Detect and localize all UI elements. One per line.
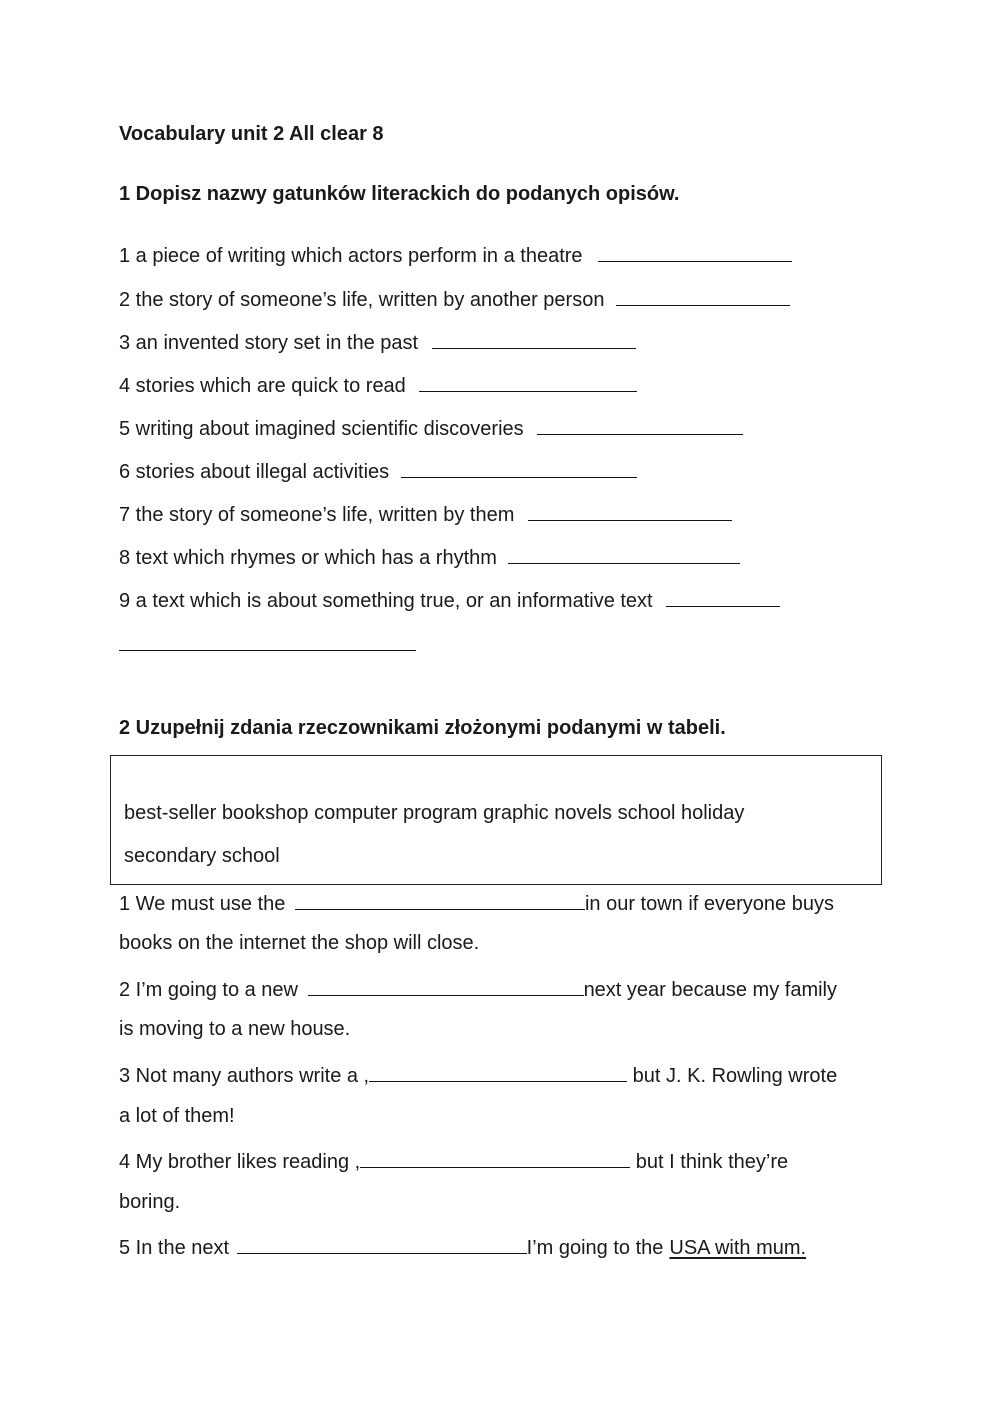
exercise-1-item-4 <box>119 371 637 398</box>
sentence-text-after: but I think they’re <box>635 1151 789 1173</box>
answer-blank-9a[interactable] <box>666 586 780 607</box>
sentence-1-blank[interactable] <box>295 889 585 910</box>
sentence-3 <box>119 1061 837 1088</box>
sentence-text-after: but J. K. Rowling wrote <box>632 1065 838 1087</box>
answer-blank-1[interactable] <box>598 241 792 262</box>
item-text: 5 writing about imagined scientific discoveries <box>119 418 524 440</box>
exercise-1-item-2 <box>119 285 790 312</box>
sentence-text-before: 1 We must use the <box>119 893 286 915</box>
sentence-text-before: 4 My brother likes reading , <box>119 1151 361 1173</box>
item-text: 6 stories about illegal activities <box>119 461 390 483</box>
exercise-1-item-5 <box>119 414 743 441</box>
item-text: 4 stories which are quick to read <box>119 375 406 397</box>
sentence-3-blank[interactable] <box>369 1061 627 1082</box>
sentence-4 <box>119 1147 788 1174</box>
sentence-5-blank[interactable] <box>237 1233 527 1254</box>
item-text: 3 an invented story set in the past <box>119 332 419 354</box>
word-box-line-2: secondary school <box>124 845 280 867</box>
sentence-text-before: 5 In the next <box>119 1237 230 1259</box>
sentence-text-after: next year because my family <box>583 979 837 1001</box>
exercise-1-item-9 <box>119 586 780 613</box>
page-title: Vocabulary unit 2 All clear 8 <box>119 123 384 145</box>
answer-blank-8[interactable] <box>508 543 740 564</box>
sentence-1 <box>119 889 834 916</box>
sentence-text-after: in our town if everyone buys <box>584 893 834 915</box>
sentence-text-before: 2 I’m going to a new <box>119 979 298 1001</box>
exercise-1-item-6 <box>119 457 637 484</box>
sentence-2-continuation: is moving to a new house. <box>119 1018 351 1040</box>
answer-blank-6[interactable] <box>401 457 637 478</box>
sentence-4-blank[interactable] <box>360 1147 630 1168</box>
answer-blank-9b[interactable] <box>119 650 416 651</box>
sentence-text-mid: I’m going to the <box>526 1237 664 1259</box>
item-text: 2 the story of someone’s life, written by another person <box>119 289 605 311</box>
item-text: 8 text which rhymes or which has a rhythm <box>119 547 497 569</box>
sentence-4-continuation: boring. <box>119 1191 181 1213</box>
answer-blank-3[interactable] <box>432 328 636 349</box>
exercise-1-instruction: 1 Dopisz nazwy gatunków literackich do podanych opisów. <box>119 183 680 205</box>
exercise-2-instruction: 2 Uzupełnij zdania rzeczownikami złożonymi podanymi w tabeli. <box>119 717 726 739</box>
sentence-3-continuation: a lot of them! <box>119 1105 235 1127</box>
word-box <box>110 755 882 885</box>
answer-blank-5[interactable] <box>537 414 743 435</box>
exercise-1-item-8 <box>119 543 740 570</box>
item-text: 9 a text which is about something true, or an informative text <box>119 590 653 612</box>
sentence-5 <box>119 1233 806 1260</box>
answer-blank-4[interactable] <box>419 371 637 392</box>
item-text: 1 a piece of writing which actors perform in a theatre <box>119 245 583 267</box>
sentence-2-blank[interactable] <box>308 975 584 996</box>
sentence-1-continuation: books on the internet the shop will close. <box>119 932 480 954</box>
exercise-1-item-1 <box>119 241 792 268</box>
exercise-1-item-3 <box>119 328 636 355</box>
answer-blank-2[interactable] <box>616 285 790 306</box>
word-box-line-1: best-seller bookshop computer program graphic novels school holiday <box>124 802 745 824</box>
sentence-text-before: 3 Not many authors write a , <box>119 1065 370 1087</box>
sentence-2 <box>119 975 837 1002</box>
sentence-text-after: USA with mum. <box>669 1237 807 1259</box>
answer-blank-7[interactable] <box>528 500 732 521</box>
exercise-1-item-7 <box>119 500 732 527</box>
item-text: 7 the story of someone’s life, written by them <box>119 504 515 526</box>
